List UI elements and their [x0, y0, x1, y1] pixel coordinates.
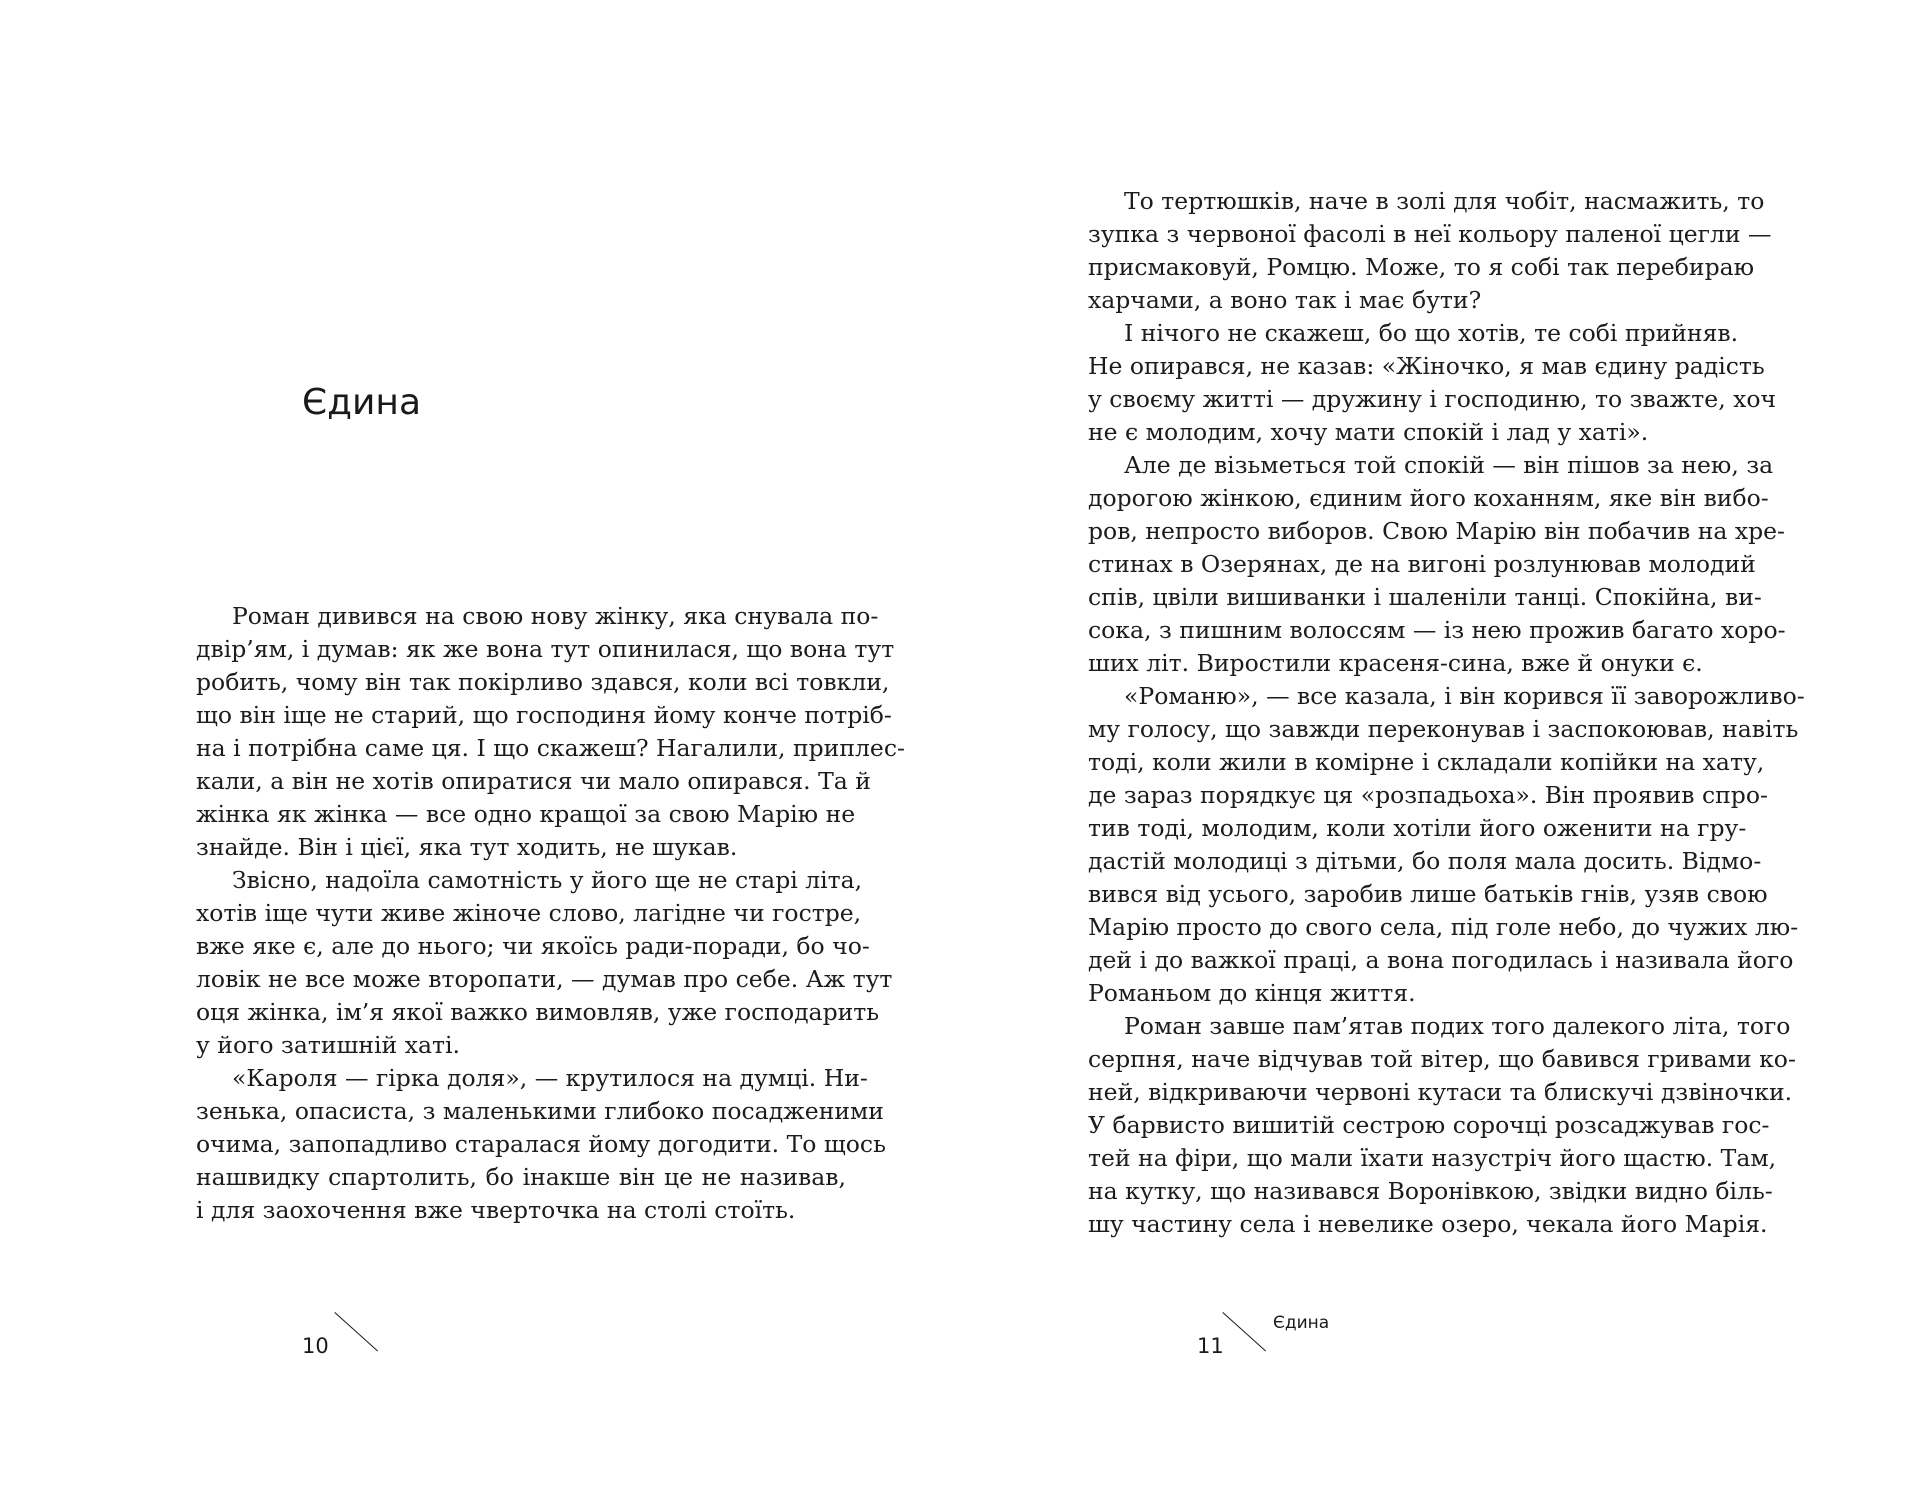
text-line: Але де візьметься той спокій — він пішов за нею, за: [1124, 451, 1774, 479]
text-line: кали, а він не хотів опиратися чи мало опирався. Та й: [196, 767, 871, 795]
text-line: му голосу, що завжди переконував і заспокоював, навіть: [1088, 715, 1799, 743]
text-line: оця жінка, ім’я якої важко вимовляв, уже господарить: [196, 998, 880, 1026]
text-line: Не опирався, не казав: «Жіночко, я мав єдину радість: [1088, 352, 1765, 380]
folio-slash-left: [334, 1312, 378, 1352]
text-line: на кутку, що називався Воронівкою, звідки видно біль-: [1088, 1177, 1773, 1205]
text-line: тоді, коли жили в комірне і складали копійки на хату,: [1088, 748, 1765, 776]
text-line: вився від усього, заробив лише батьків гнів, узяв свою: [1088, 880, 1768, 908]
text-line: Марію просто до свого села, під голе небо, до чужих лю-: [1088, 913, 1799, 941]
text-line: присмаковуй, Ромцю. Може, то я собі так перебираю: [1088, 253, 1755, 281]
text-line: Романьом до кінця життя.: [1088, 979, 1416, 1007]
text-line: двір’ям, і думав: як же вона тут опинилася, що вона тут: [196, 635, 895, 663]
text-line: сока, з пишним волоссям — із нею прожив багато хоро-: [1088, 616, 1786, 644]
text-line: не є молодим, хочу мати спокій і лад у хаті».: [1088, 418, 1649, 446]
text-line: у своєму житті — дружину і господиню, то зважте, хоч: [1088, 385, 1777, 413]
text-line: І нічого не скажеш, бо що хотів, те собі прийняв.: [1124, 319, 1739, 347]
page-number-right: 11: [1197, 1334, 1224, 1358]
text-line: ней, відкриваючи червоні кутаси та блискучі дзвіночки.: [1088, 1078, 1793, 1106]
chapter-title: Єдина: [302, 382, 422, 423]
text-line: У барвисто вишитій сестрою сорочці розсаджував гос-: [1088, 1111, 1770, 1139]
text-line: тив тоді, молодим, коли хотіли його оженити на гру-: [1088, 814, 1747, 842]
text-line: стинах в Озерянах, де на вигоні розлунював молодий: [1088, 550, 1756, 578]
text-line: дей і до важкої праці, а вона погодилась і називала його: [1088, 946, 1794, 974]
running-head: Єдина: [1273, 1313, 1330, 1333]
text-line: спів, цвіли вишиванки і шаленіли танці. Спокійна, ви-: [1088, 583, 1762, 611]
text-line: нашвидку спартолить, бо інакше він це не називав,: [196, 1163, 846, 1191]
folio-slash-right: [1222, 1312, 1266, 1352]
left-body-text: [196, 600, 905, 1227]
text-line: очима, запопадливо старалася йому догодити. То щось: [196, 1130, 886, 1158]
text-line: Роман дивився на свою нову жінку, яка снувала по-: [232, 602, 879, 630]
right-page: [960, 0, 1920, 1494]
text-line: і для заохочення вже чверточка на столі стоїть.: [196, 1196, 796, 1224]
text-line: «Романю», — все казала, і він корився її заворожливо-: [1124, 682, 1805, 710]
text-line: знайде. Він і цієї, яка тут ходить, не шукав.: [196, 833, 738, 861]
text-line: робить, чому він так покірливо здався, коли всі товкли,: [196, 668, 890, 696]
right-body-text: [1088, 185, 1805, 1241]
page-number-left: 10: [302, 1334, 329, 1358]
text-line: зупка з червоної фасолі в неї кольору паленої цегли —: [1088, 220, 1772, 248]
text-line: що він іще не старий, що господиня йому конче потріб-: [196, 701, 892, 729]
text-line: жінка як жінка — все одно кращої за свою Марію не: [196, 800, 856, 828]
text-line: Звісно, надоїла самотність у його ще не старі літа,: [232, 866, 863, 894]
text-line: на і потрібна саме ця. І що скажеш? Нагалили, приплес-: [196, 734, 905, 762]
text-line: То тертюшків, наче в золі для чобіт, насмажить, то: [1124, 187, 1765, 215]
text-line: дастій молодиці з дітьми, бо поля мала досить. Відмо-: [1088, 847, 1762, 875]
text-line: де зараз порядкує ця «розпадьоха». Він проявив спро-: [1088, 781, 1768, 809]
text-line: хотів іще чути живе жіноче слово, лагідне чи гостре,: [196, 899, 862, 927]
text-line: серпня, наче відчував той вітер, що бавився гривами ко-: [1088, 1045, 1796, 1073]
text-line: дорогою жінкою, єдиним його коханням, яке він вибо-: [1088, 484, 1769, 512]
text-line: «Кароля — гірка доля», — крутилося на думці. Ни-: [232, 1064, 868, 1092]
text-line: тей на фіри, що мали їхати назустріч його щастю. Там,: [1088, 1144, 1777, 1172]
text-line: зенька, опасиста, з маленькими глибоко посадженими: [196, 1097, 884, 1125]
text-line: ловік не все може второпати, — думав про себе. Аж тут: [196, 965, 893, 993]
text-line: харчами, а воно так і має бути?: [1088, 286, 1482, 314]
text-line: Роман завше пам’ятав подих того далекого літа, того: [1124, 1012, 1791, 1040]
text-line: ров, непросто виборов. Свою Марію він побачив на хре-: [1088, 517, 1786, 545]
text-line: ших літ. Виростили красеня-сина, вже й онуки є.: [1088, 649, 1703, 677]
text-line: вже яке є, але до нього; чи якоїсь ради-поради, бо чо-: [196, 932, 870, 960]
text-line: у його затишній хаті.: [196, 1031, 460, 1059]
text-line: шу частину села і невелике озеро, чекала його Марія.: [1088, 1210, 1768, 1238]
